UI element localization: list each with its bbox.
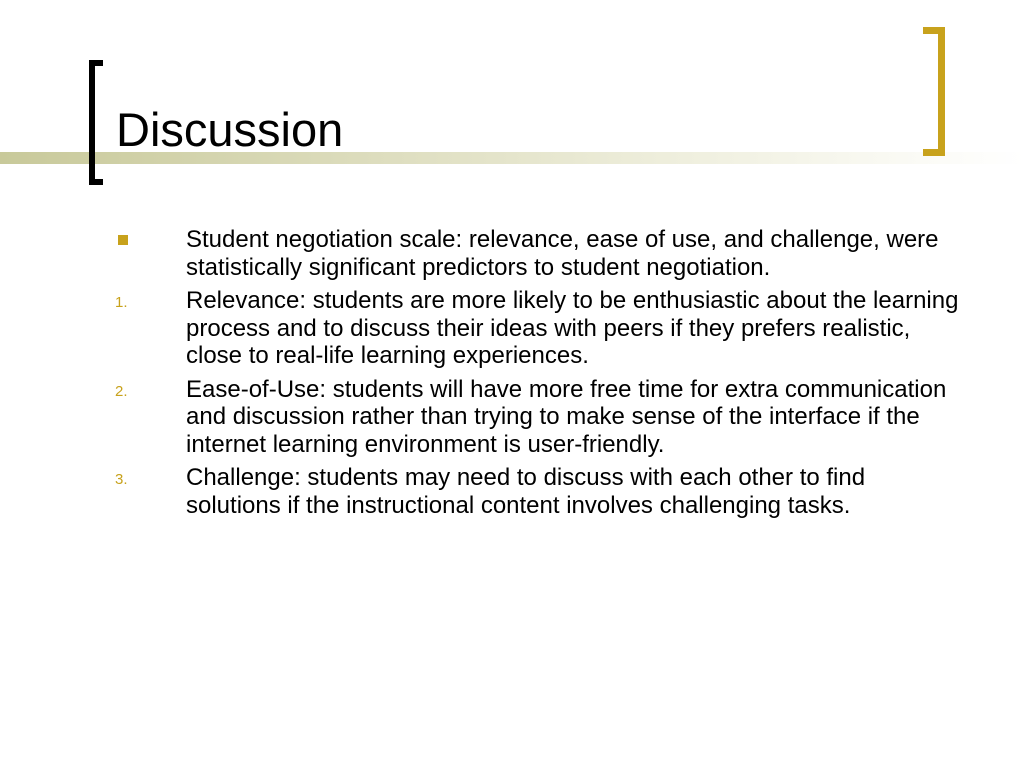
right-bracket-decoration: [923, 27, 945, 156]
list-item-3: [112, 464, 962, 519]
slide-body: [112, 226, 962, 525]
list-item-text: Challenge: students may need to discuss with each other to find solutions if the instructional content involves challenging tasks.: [186, 464, 866, 519]
list-number: 3.: [115, 471, 128, 488]
list-item-1: [112, 287, 962, 370]
slide-title: Discussion: [116, 103, 344, 156]
left-bracket-decoration: [89, 60, 103, 185]
list-item-text: Student negotiation scale: relevance, ease of use, and challenge, were statistically significant predictors to student negotiation.: [186, 226, 939, 281]
list-number: 1.: [115, 294, 128, 311]
list-number: 2.: [115, 382, 128, 400]
list-item-text: Ease-of-Use: students will have more free time for extra communication and discussion rather than trying to make sense of the interface if the internet learning environment is user-friendly.: [186, 375, 947, 458]
list-item-bullet: [112, 226, 962, 281]
list-item-text: Relevance: students are more likely to be enthusiastic about the learning process and to discuss their ideas with peers if they prefers realistic, close to real-life learning experiences.: [186, 287, 959, 369]
list-item-2: [112, 376, 962, 459]
square-bullet-icon: [118, 235, 128, 245]
